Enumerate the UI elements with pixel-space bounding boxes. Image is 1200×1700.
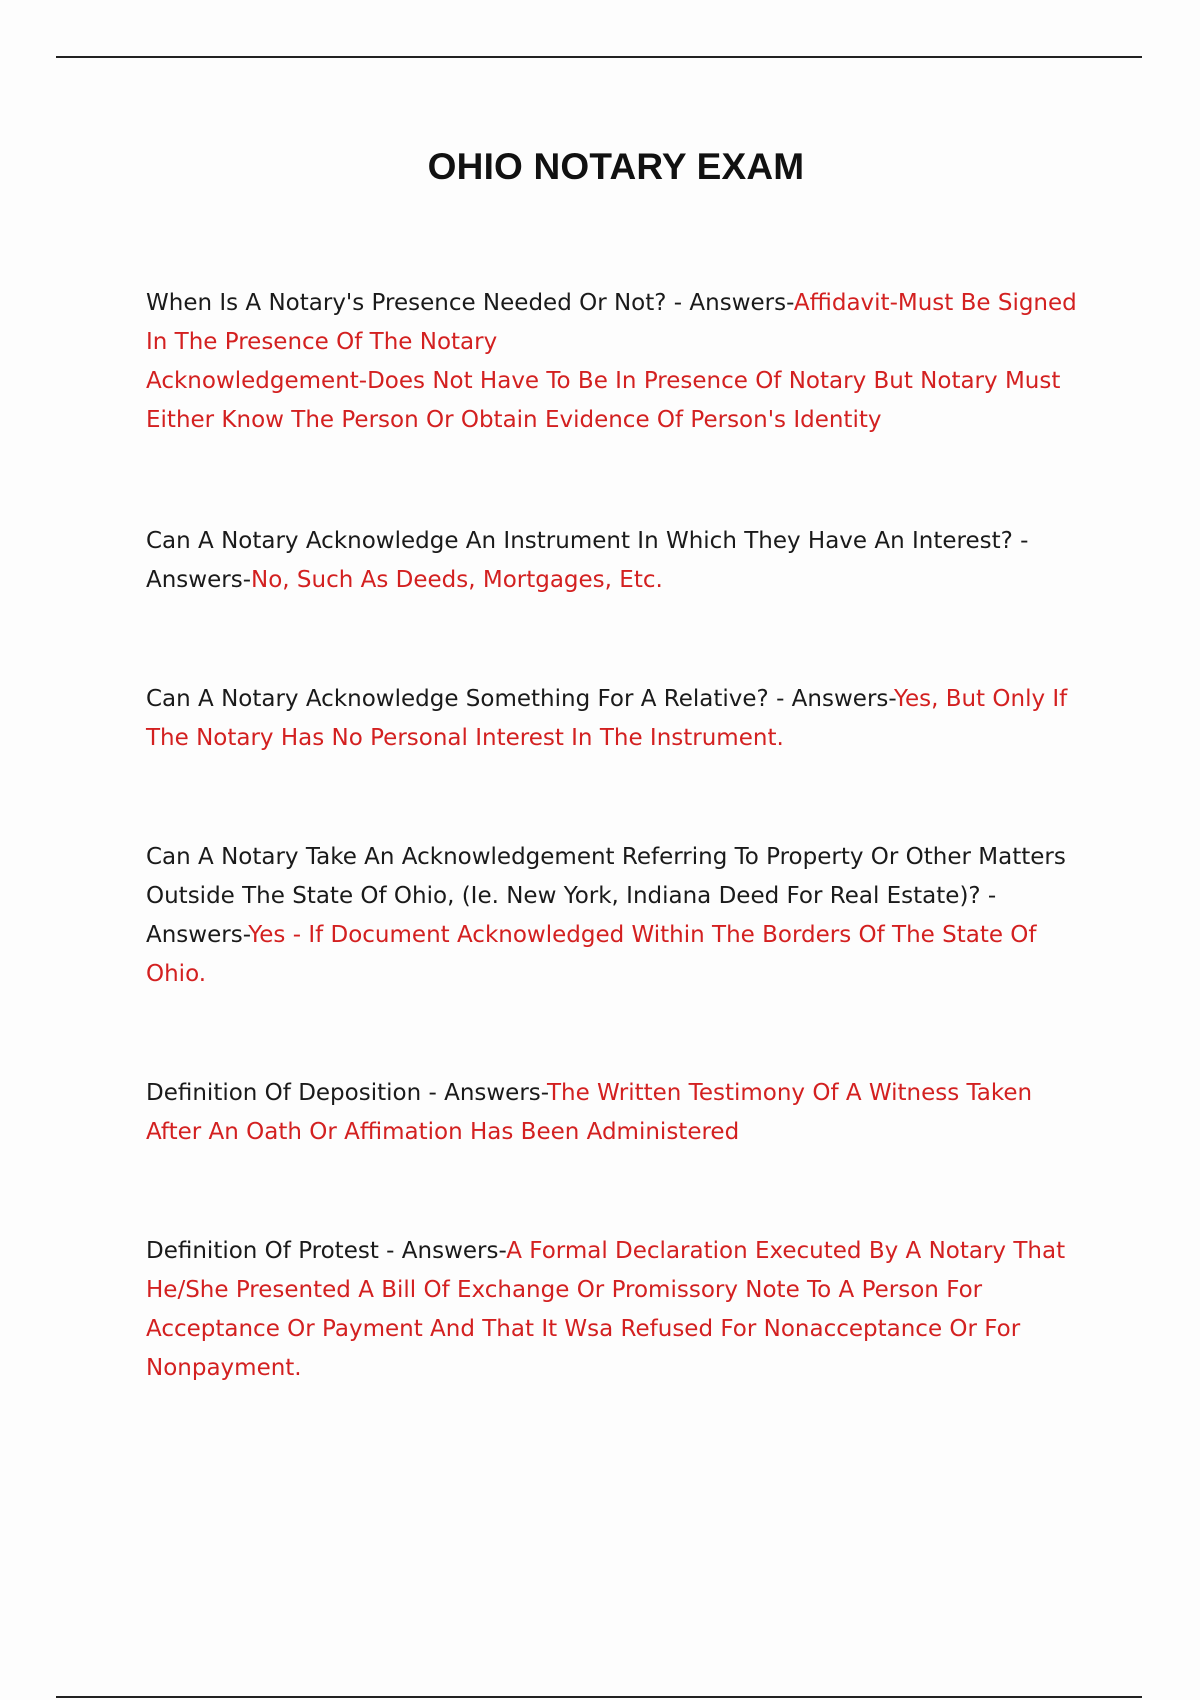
spacer xyxy=(146,758,1086,838)
answer-text-continued: Acknowledgement-Does Not Have To Be In Presence Of Notary But Notary Must Either Know The Person Or Obtain Evidence Of Person's Identity xyxy=(146,368,1061,433)
qa-item xyxy=(146,1074,1086,1152)
qa-item xyxy=(146,522,1086,600)
answer-text: Affidavit-Must Be Signed In The Presence Of The Notary xyxy=(146,290,1077,355)
qa-text xyxy=(146,680,1086,758)
spacer xyxy=(146,994,1086,1074)
qa-item xyxy=(146,680,1086,758)
qa-item xyxy=(146,1232,1086,1388)
qa-text xyxy=(146,284,1086,362)
qa-item xyxy=(146,838,1086,994)
question-text: When Is A Notary's Presence Needed Or Not? - Answers- xyxy=(146,290,794,316)
question-text: Can A Notary Acknowledge Something For A Relative? - Answers- xyxy=(146,686,894,712)
question-text: Definition Of Protest - Answers- xyxy=(146,1238,507,1264)
bottom-divider xyxy=(56,1696,1142,1698)
answer-text: A Formal Declaration Executed By A Notary That He/She Presented A Bill Of Exchange Or Promissory Note To A Person For Acceptance Or Payment And That It Wsa Refused For Nonacceptance Or For Nonpayment. xyxy=(146,1238,1066,1381)
qa-item xyxy=(146,284,1086,440)
qa-text xyxy=(146,1074,1086,1152)
spacer xyxy=(146,440,1086,522)
answer-text: Yes, But Only If The Notary Has No Personal Interest In The Instrument. xyxy=(146,686,1068,751)
spacer xyxy=(146,600,1086,680)
question-text: Can A Notary Take An Acknowledgement Referring To Property Or Other Matters Outside The State Of Ohio, (Ie. New York, Indiana Deed For Real Estate)? - Answers- xyxy=(146,844,1066,948)
qa-text xyxy=(146,1232,1086,1388)
answer-text: The Written Testimony Of A Witness Taken After An Oath Or Affimation Has Been Administered xyxy=(146,1080,1033,1145)
qa-text xyxy=(146,838,1086,994)
question-text: Can A Notary Acknowledge An Instrument In Which They Have An Interest? - Answers- xyxy=(146,528,1029,593)
qa-text xyxy=(146,522,1086,600)
answer-text: Yes - If Document Acknowledged Within The Borders Of The State Of Ohio. xyxy=(146,922,1037,987)
qa-list xyxy=(146,284,1086,1388)
spacer xyxy=(146,1152,1086,1232)
page-title: OHIO NOTARY EXAM xyxy=(427,146,805,187)
top-divider xyxy=(56,56,1142,58)
answer-text: No, Such As Deeds, Mortgages, Etc. xyxy=(251,567,663,593)
question-text: Definition Of Deposition - Answers- xyxy=(146,1080,547,1106)
